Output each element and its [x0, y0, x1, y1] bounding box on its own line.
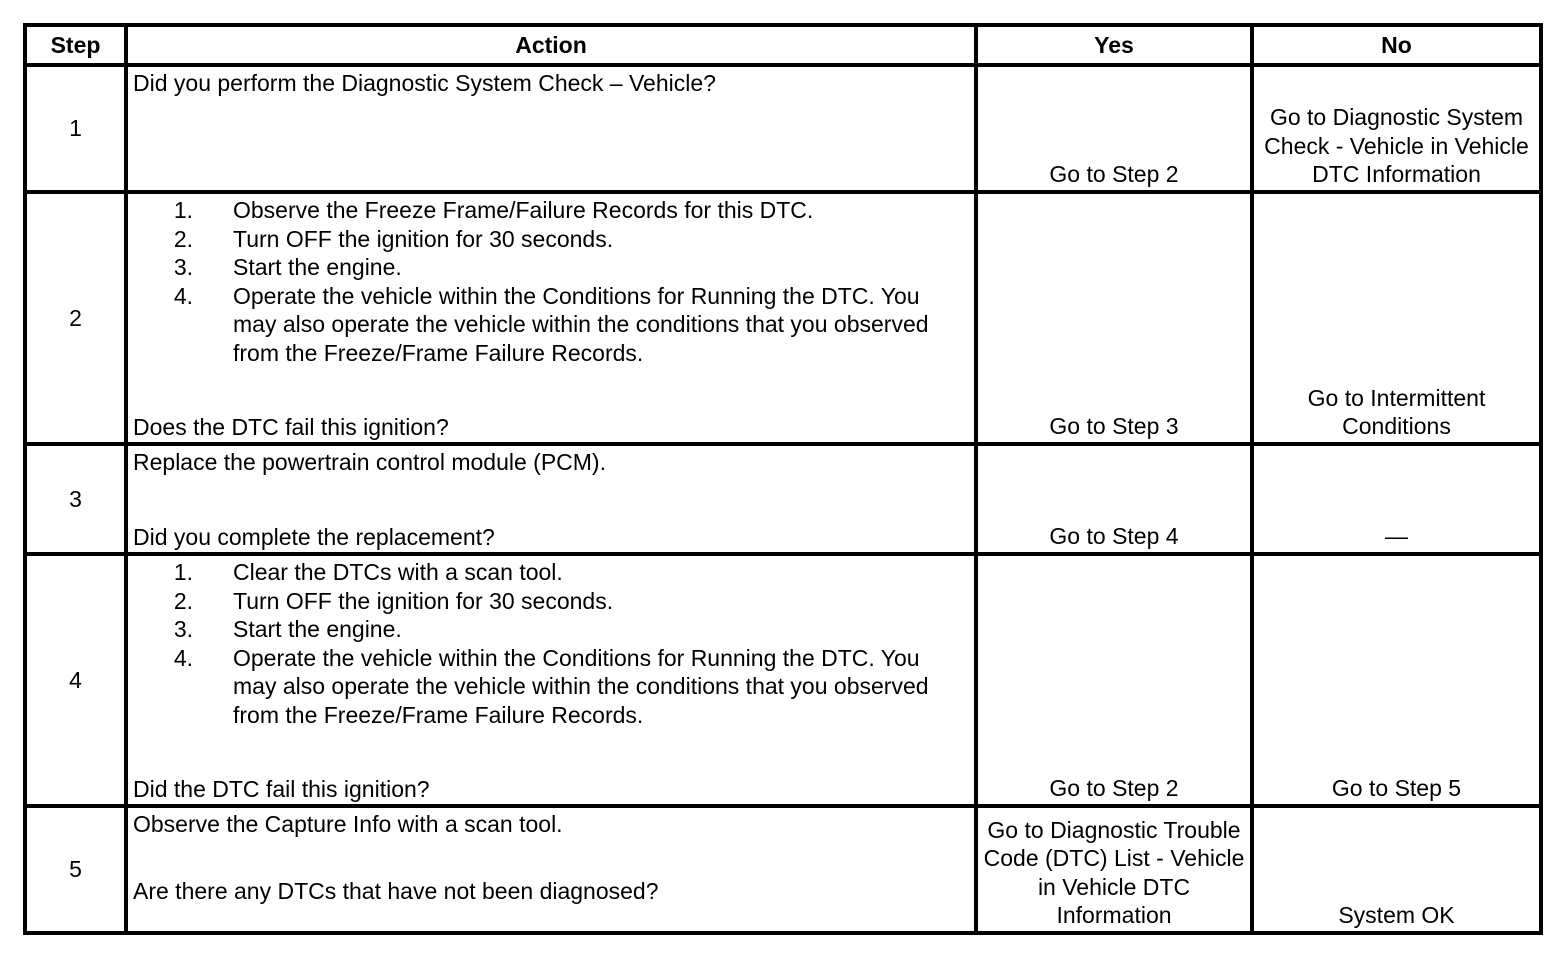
yes-link[interactable]: Go to Step 4	[1049, 523, 1179, 550]
list-item	[133, 644, 974, 730]
no-cell	[1252, 65, 1541, 192]
action-cell	[126, 554, 976, 806]
item-number: 3.	[173, 616, 193, 643]
table-row	[25, 192, 1541, 444]
table-row	[25, 65, 1541, 192]
item-number: 1.	[173, 197, 193, 223]
step-number: 5	[25, 806, 126, 933]
no-cell	[1252, 554, 1541, 806]
item-number: 4.	[173, 282, 193, 309]
list-item	[133, 282, 974, 368]
item-text: Start the engine.	[233, 254, 402, 281]
action-cell	[126, 192, 976, 444]
item-text: Turn OFF the ignition for 30 seconds.	[233, 225, 614, 252]
yes-link[interactable]: Go to Diagnostic Trouble Code (DTC) List - Vehicle in Vehicle DTC Information	[983, 816, 1245, 929]
yes-cell	[976, 806, 1252, 933]
item-text: Operate the vehicle within the Conditions for Running the DTC. You may also operate the vehicle within the conditions that you observed from the Freeze/Frame Failure Records.	[233, 644, 929, 728]
no-cell	[1252, 444, 1541, 554]
question-text: Did you complete the replacement?	[133, 524, 495, 551]
header-step: Step	[25, 25, 126, 65]
no-cell	[1252, 806, 1541, 933]
no-dash: —	[1385, 523, 1408, 550]
item-number: 2.	[173, 225, 193, 252]
item-text: Operate the vehicle within the Conditions for Running the DTC. You may also operate the vehicle within the conditions that you observed from the Freeze/Frame Failure Records.	[233, 282, 929, 366]
diagnostic-table	[23, 23, 1543, 935]
list-item	[133, 558, 974, 587]
action-text: Replace the powertrain control module (PCM).	[133, 449, 606, 475]
list-item	[133, 615, 974, 644]
yes-cell	[976, 444, 1252, 554]
step-number: 3	[25, 444, 126, 554]
yes-cell	[976, 65, 1252, 192]
step-number: 2	[25, 192, 126, 444]
yes-cell	[976, 554, 1252, 806]
table-row	[25, 444, 1541, 554]
header-yes: Yes	[976, 25, 1252, 65]
action-text: Observe the Capture Info with a scan tool.	[133, 811, 563, 837]
no-status: System OK	[1338, 902, 1455, 929]
list-item	[133, 253, 974, 282]
no-link[interactable]: Go to Intermittent Conditions	[1307, 384, 1486, 440]
item-text: Turn OFF the ignition for 30 seconds.	[233, 587, 614, 614]
item-number: 3.	[173, 254, 193, 281]
table-row	[25, 806, 1541, 933]
question-text: Does the DTC fail this ignition?	[133, 414, 449, 441]
yes-link[interactable]: Go to Step 2	[1049, 775, 1179, 802]
item-text: Observe the Freeze Frame/Failure Records for this DTC.	[233, 197, 814, 223]
action-cell	[126, 65, 976, 192]
header-no: No	[1252, 25, 1541, 65]
question-text: Did the DTC fail this ignition?	[133, 776, 430, 803]
yes-cell	[976, 192, 1252, 444]
step-number: 4	[25, 554, 126, 806]
step-number: 1	[25, 65, 126, 192]
item-text: Clear the DTCs with a scan tool.	[233, 559, 563, 585]
table-row	[25, 554, 1541, 806]
action-cell	[126, 444, 976, 554]
item-number: 2.	[173, 587, 193, 614]
header-row	[25, 25, 1541, 65]
procedure-list	[133, 196, 974, 368]
action-cell	[126, 806, 976, 933]
item-text: Start the engine.	[233, 616, 402, 643]
list-item	[133, 587, 974, 616]
no-link[interactable]: Go to Diagnostic System Check - Vehicle in Vehicle DTC Information	[1264, 104, 1529, 188]
item-number: 1.	[173, 559, 193, 585]
no-link[interactable]: Go to Step 5	[1331, 775, 1462, 802]
yes-link[interactable]: Go to Step 2	[1049, 161, 1179, 188]
item-number: 4.	[173, 644, 193, 671]
list-item	[133, 196, 974, 225]
yes-link[interactable]: Go to Step 3	[1049, 413, 1179, 440]
no-cell	[1252, 192, 1541, 444]
procedure-list	[133, 558, 974, 730]
question-text: Are there any DTCs that have not been diagnosed?	[133, 877, 659, 904]
header-action: Action	[126, 25, 976, 65]
action-text: Did you perform the Diagnostic System Check – Vehicle?	[133, 70, 716, 96]
list-item	[133, 225, 974, 254]
